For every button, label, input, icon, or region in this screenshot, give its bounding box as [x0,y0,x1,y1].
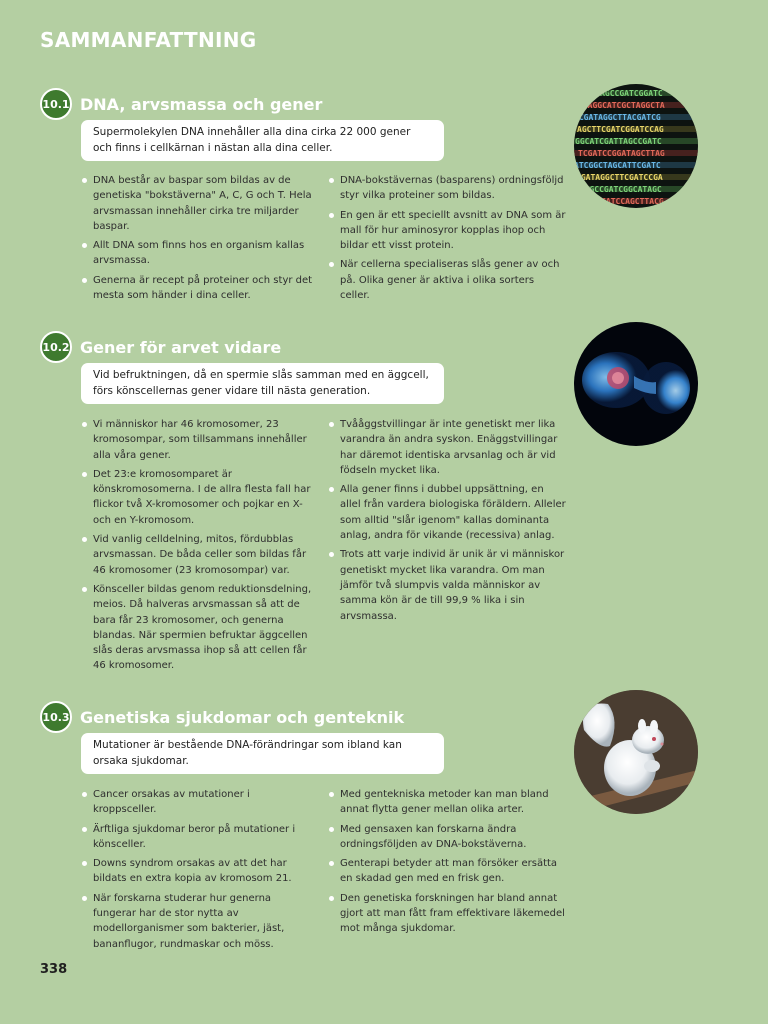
list-item: Allt DNA som finns hos en organism kallas arvsmassa. [81,238,313,269]
section-title: Genetiska sjukdomar och genteknik [80,707,405,727]
section-header [40,87,322,121]
bullet-list-right [328,417,566,628]
svg-text:GGCATCGATTAGCCGATC: GGCATCGATTAGCCGATC [575,137,662,146]
list-item: DNA-bokstävernas (basparens) ordningsföljd styr vilka proteiner som bildas. [328,173,566,204]
intro-box: Supermolekylen DNA innehåller alla dina cirka 22 000 gener och finns i cellkärnan i nästan alla dina celler. [81,120,444,161]
svg-text:TTAGGCATCGCTAGGCTA: TTAGGCATCGCTAGGCTA [578,101,665,110]
list-item: När cellerna specialiseras slås gener av och på. Olika gener är aktiva i olika sorters celler. [328,257,566,303]
list-item: Vid vanlig celldelning, mitos, fördubblas arvsmassan. De båda celler som bildas får 46 kromosomer (23 kromosompar) var. [81,532,313,578]
list-item: Genterapi betyder att man försöker ersätta en skadad gen med en frisk gen. [328,856,566,887]
bullet-list-left [81,173,313,307]
section-title: DNA, arvsmassa och gener [80,94,323,114]
section-number-badge: 10.3 [40,701,72,733]
list-item: Downs syndrom orsakas av att det har bildats en extra kopia av kromosom 21. [81,856,313,887]
bullet-list-right [328,787,566,941]
list-item: Könsceller bildas genom reduktionsdelning, meios. Då halveras arvsmassan så att de bara får 23 kromosomer, och generna blandas. När spermien befruktar äggcellen slås deras arvsmassa ihop så att cellen får 46 kromosomer. [81,582,313,674]
list-item: Trots att varje individ är unik är vi människor genetiskt mycket lika varandra. Om man jämför två slumpvis valda människor av samma kön är de till 99,9 % lika i sin arvsmassa. [328,547,566,623]
list-item: Cancer orsakas av mutationer i kroppsceller. [81,787,313,818]
fertilization-image [574,322,698,446]
svg-text:TTAGCCGATCGGCATAGC: TTAGCCGATCGGCATAGC [575,185,662,194]
page-title: SAMMANFATTNING [40,28,257,52]
svg-text:GATCGGATCCAGCTTACG: GATCGGATCCAGCTTACG [577,197,664,206]
list-item: När forskarna studerar hur generna fungerar har de stor nytta av modellorganismer som bakterier, jäst, bananflugor, rundmaskar och möss. [81,891,313,952]
list-item: DNA består av baspar som bildas av de genetiska "bokstäverna" A, C, G och T. Hela arvsmassan innehåller cirka tre miljarder baspar. [81,173,313,234]
white-squirrel-image [574,690,698,814]
section-header [40,330,281,364]
list-item: Tvååggstvillingar är inte genetiskt mer lika varandra än andra syskon. Enäggstvillingar har däremot identiska arvsanlag och är vid födseln mycket lika. [328,417,566,478]
svg-text:ATCGGCTAGCATTCGATC: ATCGGCTAGCATTCGATC [574,161,661,170]
section-number-badge: 10.1 [40,88,72,120]
dna-sequence-image [574,84,698,208]
intro-box: Vid befruktningen, då en spermie slås samman med en äggcell, förs könscellernas gener vidare till nästa generation. [81,363,444,404]
list-item: Generna är recept på proteiner och styr det mesta som händer i dina celler. [81,273,313,304]
list-item: Alla gener finns i dubbel uppsättning, en allel från vardera biologiska föräldern. Alleler som alltid "slår igenom" kallas dominanta anlag, andra för vikande (recessiva) anlag. [328,482,566,543]
bullet-list-left [81,787,313,956]
list-item: En gen är ett speciellt avsnitt av DNA som är mall för hur aminosyror kopplas ihop och bildar ett visst protein. [328,208,566,254]
section-number-badge: 10.2 [40,331,72,363]
svg-text:CCGATAGGCTTACGATCG: CCGATAGGCTTACGATCG [574,113,661,122]
svg-text:CGATAGGCTTCGATCCGA: CGATAGGCTTCGATCCGA [576,173,663,182]
svg-text:TCGATCCGGATAGCTTAG: TCGATCCGGATAGCTTAG [578,149,665,158]
bullet-list-left [81,417,313,678]
svg-text:AGCTTCGATCGGATCCAG: AGCTTCGATCGGATCCAG [577,125,664,134]
svg-text:GACTTAGCCGATCGGATC: GACTTAGCCGATCGGATC [576,89,663,98]
list-item: Den genetiska forskningen har bland annat gjort att man fått fram effektivare läkemedel mot många sjukdomar. [328,891,566,937]
list-item: Med gentekniska metoder kan man bland annat flytta gener mellan olika arter. [328,787,566,818]
section-title: Gener för arvet vidare [80,337,282,357]
list-item: Ärftliga sjukdomar beror på mutationer i könsceller. [81,822,313,853]
bullet-list-right [328,173,566,307]
page-number: 338 [40,962,68,977]
list-item: Med gensaxen kan forskarna ändra ordningsföljden av DNA-bokstäverna. [328,822,566,853]
intro-box: Mutationer är bestående DNA-förändringar som ibland kan orsaka sjukdomar. [81,733,444,774]
list-item: Det 23:e kromosomparet är könskromosomerna. I de allra flesta fall har flickor två X-kromosomer och pojkar en X- och en Y-kromosom. [81,467,313,528]
section-header [40,700,404,734]
list-item: Vi människor har 46 kromosomer, 23 kromosompar, som tillsammans innehåller alla våra gener. [81,417,313,463]
